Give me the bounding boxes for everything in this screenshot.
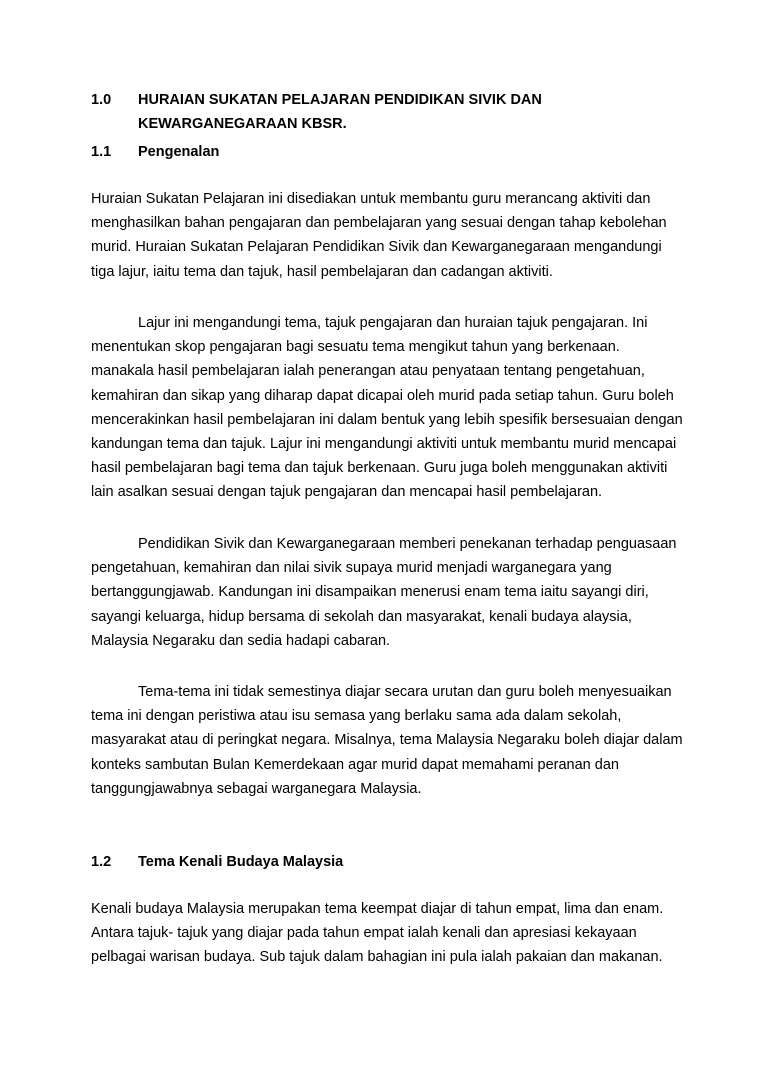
text-line: Pendidikan Sivik dan Kewarganegaraan memberi penekanan terhadap penguasaan: [138, 536, 677, 552]
section-title: HURAIAN SUKATAN PELAJARAN PENDIDIKAN SIVIK DAN: [138, 92, 542, 108]
text-line: kandungan tema dan tajuk. Lajur ini mengandungi aktiviti untuk membantu murid mencapai: [91, 436, 677, 453]
text-line: masyarakat atau di peringkat negara. Misalnya, tema Malaysia Negaraku boleh diajar dalam: [91, 732, 683, 749]
text-line: hasil pembelajaran bagi tema dan tajuk berkenaan. Guru juga boleh menggunakan aktiviti: [91, 460, 668, 477]
text-line: Malaysia Negaraku dan sedia hadapi cabaran.: [91, 632, 391, 649]
text-line: pelbagai warisan budaya. Sub tajuk dalam bahagian ini pula ialah pakaian dan makanan.: [91, 949, 663, 966]
text-line: sayangi keluarga, hidup bersama di sekolah dan masyarakat, kenali budaya alaysia,: [91, 608, 632, 625]
text-line: menghasilkan bahan pengajaran dan pembelajaran yang sesuai dengan tahap kebolehan: [91, 215, 667, 232]
text-line: Antara tajuk- tajuk yang diajar pada tahun empat ialah kenali dan apresiasi kekayaan: [91, 925, 637, 942]
paragraph-pendidikan-sivik: [91, 532, 691, 653]
section-number: 1.1: [91, 144, 112, 160]
section-heading-1-0: [91, 88, 542, 136]
text-line: Huraian Sukatan Pelajaran ini disediakan untuk membantu guru merancang aktiviti dan: [91, 191, 651, 207]
text-line: bertanggungjawab. Kandungan ini disampaikan menerusi enam tema iaitu sayangi diri,: [91, 584, 649, 601]
section-title-continued: KEWARGANEGARAAN KBSR.: [138, 116, 347, 132]
text-line: Lajur ini mengandungi tema, tajuk pengajaran dan huraian tajuk pengajaran. Ini: [138, 315, 648, 331]
text-line: Kenali budaya Malaysia merupakan tema keempat diajar di tahun empat, lima dan enam.: [91, 901, 664, 917]
text-line: kemahiran dan sikap yang diharap dapat dicapai oleh murid pada setiap tahun. Guru boleh: [91, 387, 674, 404]
paragraph-intro: [91, 187, 691, 284]
paragraph-kenali-budaya: [91, 897, 691, 970]
text-line: mencerakinkan hasil pembelajaran ini dalam bentuk yang lebih spesifik bersesuaian dengan: [91, 411, 683, 428]
text-line: murid. Huraian Sukatan Pelajaran Pendidikan Sivik dan Kewarganegaraan mengandungi: [91, 239, 662, 256]
text-line: konteks sambutan Bulan Kemerdekaan agar murid dapat memahami peranan dan: [91, 756, 619, 773]
section-number: 1.0: [91, 92, 112, 108]
section-title: Pengenalan: [138, 144, 220, 160]
text-line: Tema-tema ini tidak semestinya diajar secara urutan dan guru boleh menyesuaikan: [138, 684, 672, 700]
section-heading-1-1: [91, 140, 219, 164]
section-number: 1.2: [91, 854, 112, 870]
paragraph-lajur: [91, 311, 691, 505]
text-line: menentukan skop pengajaran bagi sesuatu tema mengikut tahun yang berkenaan.: [91, 339, 620, 356]
text-line: tema ini dengan peristiwa atau isu semasa yang berlaku sama ada dalam sekolah,: [91, 708, 622, 725]
text-line: lain asalkan sesuai dengan tajuk pengajaran dan mencapai hasil pembelajaran.: [91, 484, 603, 501]
text-line: tanggungjawabnya sebagai warganegara Malaysia.: [91, 780, 422, 797]
text-line: pengetahuan, kemahiran dan nilai sivik supaya murid menjadi warganegara yang: [91, 560, 612, 577]
section-title: Tema Kenali Budaya Malaysia: [138, 854, 344, 870]
text-line: manakala hasil pembelajaran ialah penerangan atau penyataan tentang pengetahuan,: [91, 363, 645, 380]
paragraph-tema-tema: [91, 680, 691, 801]
section-heading-1-2: [91, 850, 343, 874]
text-line: tiga lajur, iaitu tema dan tajuk, hasil pembelajaran dan cadangan aktiviti.: [91, 263, 553, 280]
